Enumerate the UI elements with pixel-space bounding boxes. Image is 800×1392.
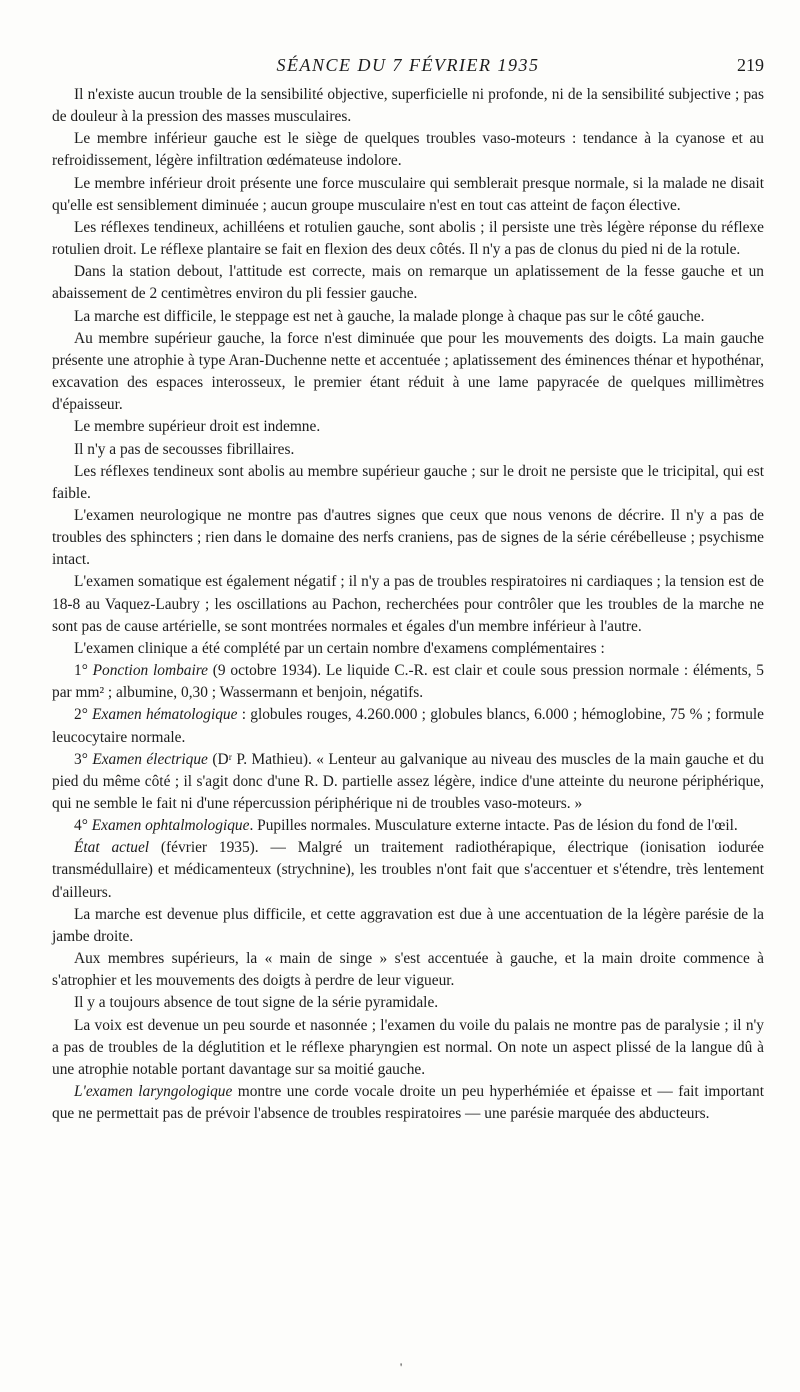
paragraph bbox=[52, 306, 764, 328]
paragraph-text: Les réflexes tendineux sont abolis au membre supérieur gauche ; sur le droit ne persiste que le tricipital, qui est faible. bbox=[52, 462, 764, 502]
paragraph bbox=[52, 815, 764, 837]
italic-heading: Examen électrique bbox=[92, 750, 208, 768]
paragraph-text: Les réflexes tendineux, achilléens et rotulien gauche, sont abolis ; il persiste une très légère réponse du réflexe rotulien droit. Le réflexe plantaire se fait en flexion des deux côtés. Il n'y a pas de clonus du pied ni de la rotule. bbox=[52, 218, 764, 259]
paragraph-text: L'examen clinique a été complété par un certain nombre d'examens complémentaires : bbox=[74, 639, 605, 657]
italic-heading: Examen ophtalmologique bbox=[91, 817, 250, 835]
paragraph bbox=[52, 128, 764, 172]
paragraph bbox=[52, 704, 764, 748]
paragraph bbox=[52, 217, 764, 261]
paragraph bbox=[52, 837, 764, 903]
paragraph bbox=[52, 948, 764, 992]
list-number: 2° bbox=[74, 706, 88, 724]
paragraph bbox=[52, 173, 764, 217]
paragraph-text: La marche est devenue plus difficile, et cette aggravation est due à une accentuation de la légère parésie de la jambe droite. bbox=[52, 905, 764, 945]
italic-heading: L'examen laryngologique bbox=[74, 1083, 233, 1101]
paragraph bbox=[52, 992, 764, 1014]
paragraph bbox=[52, 84, 764, 128]
paragraph bbox=[52, 571, 764, 637]
paragraph bbox=[52, 749, 764, 815]
paragraph bbox=[52, 1015, 764, 1081]
paragraph-text: L'examen somatique est également négatif ; il n'y a pas de troubles respiratoires ni cardiaques ; la tension est de 18-8 au Vaquez-Laubry ; les oscillations au Pachon, recherchées pour contrôler que les troubles de la marche ne sont pas de cause artérielle, se sont montrées normales et égales d'un membre inférieur à l'autre. bbox=[52, 573, 764, 635]
paragraph-text: L'examen neurologique ne montre pas d'autres signes que ceux que nous venons de décrire. Il n'y a pas de troubles des sphincters ; rien dans le domaine des nerfs craniens, pas de signes de la série cérébelleuse ; psychisme intact. bbox=[52, 506, 764, 569]
paragraph-text: Il n'existe aucun trouble de la sensibilité objective, superficielle ni profonde, ni de la sensibilité subjective ; pas de douleur à la pression des masses musculaires. bbox=[52, 86, 764, 126]
list-number: 3° bbox=[74, 750, 88, 768]
paragraph bbox=[52, 328, 764, 417]
paragraph-text: Il n'y a pas de secousses fibrillaires. bbox=[74, 440, 295, 458]
paragraph bbox=[52, 660, 764, 704]
paragraph-text: Au membre supérieur gauche, la force n'est diminuée que pour les mouvements des doigts. La main gauche présente une atrophie à type Aran-Duchenne nette et accentuée ; aplatissement des éminences thénar et hypothénar, excavation des espaces interosseux, le premier étant réduit à une lame papyracée de quelques millimètres d'épaisseur. bbox=[52, 329, 764, 414]
italic-heading: Ponction lombaire bbox=[92, 662, 208, 680]
paragraph bbox=[52, 904, 764, 948]
list-number: 1° bbox=[74, 662, 88, 680]
paragraph-text: Le membre supérieur droit est indemne. bbox=[74, 418, 321, 436]
paragraph-text: (février 1935). — Malgré un traitement radiothérapique, électrique (ionisation iodurée transmédullaire) et médicamenteux (strychnine), les troubles n'ont fait que s'accentuer et s'étendre, très lentement d'ailleurs. bbox=[52, 839, 764, 901]
paragraph-text: montre une corde vocale droite un peu hyperhémiée et épaisse et — fait important que ne permettait pas de prévoir l'absence de troubles respiratoires — une parésie marquée des abducteurs. bbox=[52, 1083, 764, 1123]
stray-mark: ' bbox=[400, 1360, 403, 1374]
page-number: 219 bbox=[737, 55, 764, 75]
paragraph-text: La voix est devenue un peu sourde et nasonnée ; l'examen du voile du palais ne montre pas de paralysie ; il n'y a pas de troubles de la déglutition et le réflexe pharyngien est normal. On note un aspect plissé de la langue dû à une atrophie notable portant davantage sur sa moitié gauche. bbox=[52, 1016, 764, 1078]
paragraph-text: Le membre inférieur droit présente une force musculaire qui semblerait presque normale, si la malade ne disait qu'elle est sensiblement diminuée ; aucun groupe musculaire n'est en tout cas atteint de façon élective. bbox=[52, 174, 764, 214]
paragraph bbox=[52, 439, 764, 461]
running-head: SÉANCE DU 7 FÉVRIER 1935 bbox=[276, 55, 540, 75]
paragraph bbox=[52, 1081, 764, 1125]
paragraph-text: (Dʳ P. Mathieu). « Lenteur au galvanique au niveau des muscles de la main gauche et du pied du même côté ; il s'agit donc d'une R. D. partielle assez légère, indice d'une atteinte du neurone périphérique, qui ne semble le fait ni d'une répercussion périphérique ni de troubles vaso-moteurs. » bbox=[52, 750, 764, 812]
paragraph bbox=[52, 638, 764, 660]
paragraph-text: Aux membres supérieurs, la « main de singe » s'est accentuée à gauche, et la main droite commence à s'atrophier et les mouvements des doigts à perdre de leur vigueur. bbox=[52, 950, 764, 990]
paragraph-text: (9 octobre 1934). Le liquide C.-R. est clair et coule sous pression normale : éléments, 5 par mm² ; albumine, 0,30 ; Wassermann et benjoin, négatifs. bbox=[52, 662, 764, 702]
italic-heading: État actuel bbox=[74, 839, 150, 857]
body-text bbox=[52, 84, 764, 1125]
paragraph bbox=[52, 505, 764, 571]
paragraph bbox=[52, 416, 764, 438]
italic-heading: Examen hématologique bbox=[92, 706, 238, 724]
paragraph-text: Le membre inférieur gauche est le siège de quelques troubles vaso-moteurs : tendance à la cyanose et au refroidissement, légère infiltration œdémateuse indolore. bbox=[52, 130, 764, 170]
paragraph-text: . Pupilles normales. Musculature externe intacte. Pas de lésion du fond de l'œil. bbox=[249, 817, 738, 835]
paragraph-text: Dans la station debout, l'attitude est correcte, mais on remarque un aplatissement de la fesse gauche et un abaissement de 2 centimètres environ du pli fessier gauche. bbox=[52, 263, 764, 303]
page-header bbox=[52, 52, 764, 78]
paragraph bbox=[52, 261, 764, 305]
list-number: 4° bbox=[74, 817, 88, 835]
paragraph-text: : globules rouges, 4.260.000 ; globules blancs, 6.000 ; hémoglobine, 75 % ; formule leucocytaire normale. bbox=[52, 706, 764, 746]
paragraph bbox=[52, 461, 764, 505]
paragraph-text: La marche est difficile, le steppage est net à gauche, la malade plonge à chaque pas sur le côté gauche. bbox=[74, 307, 705, 325]
paragraph-text: Il y a toujours absence de tout signe de la série pyramidale. bbox=[74, 994, 439, 1012]
